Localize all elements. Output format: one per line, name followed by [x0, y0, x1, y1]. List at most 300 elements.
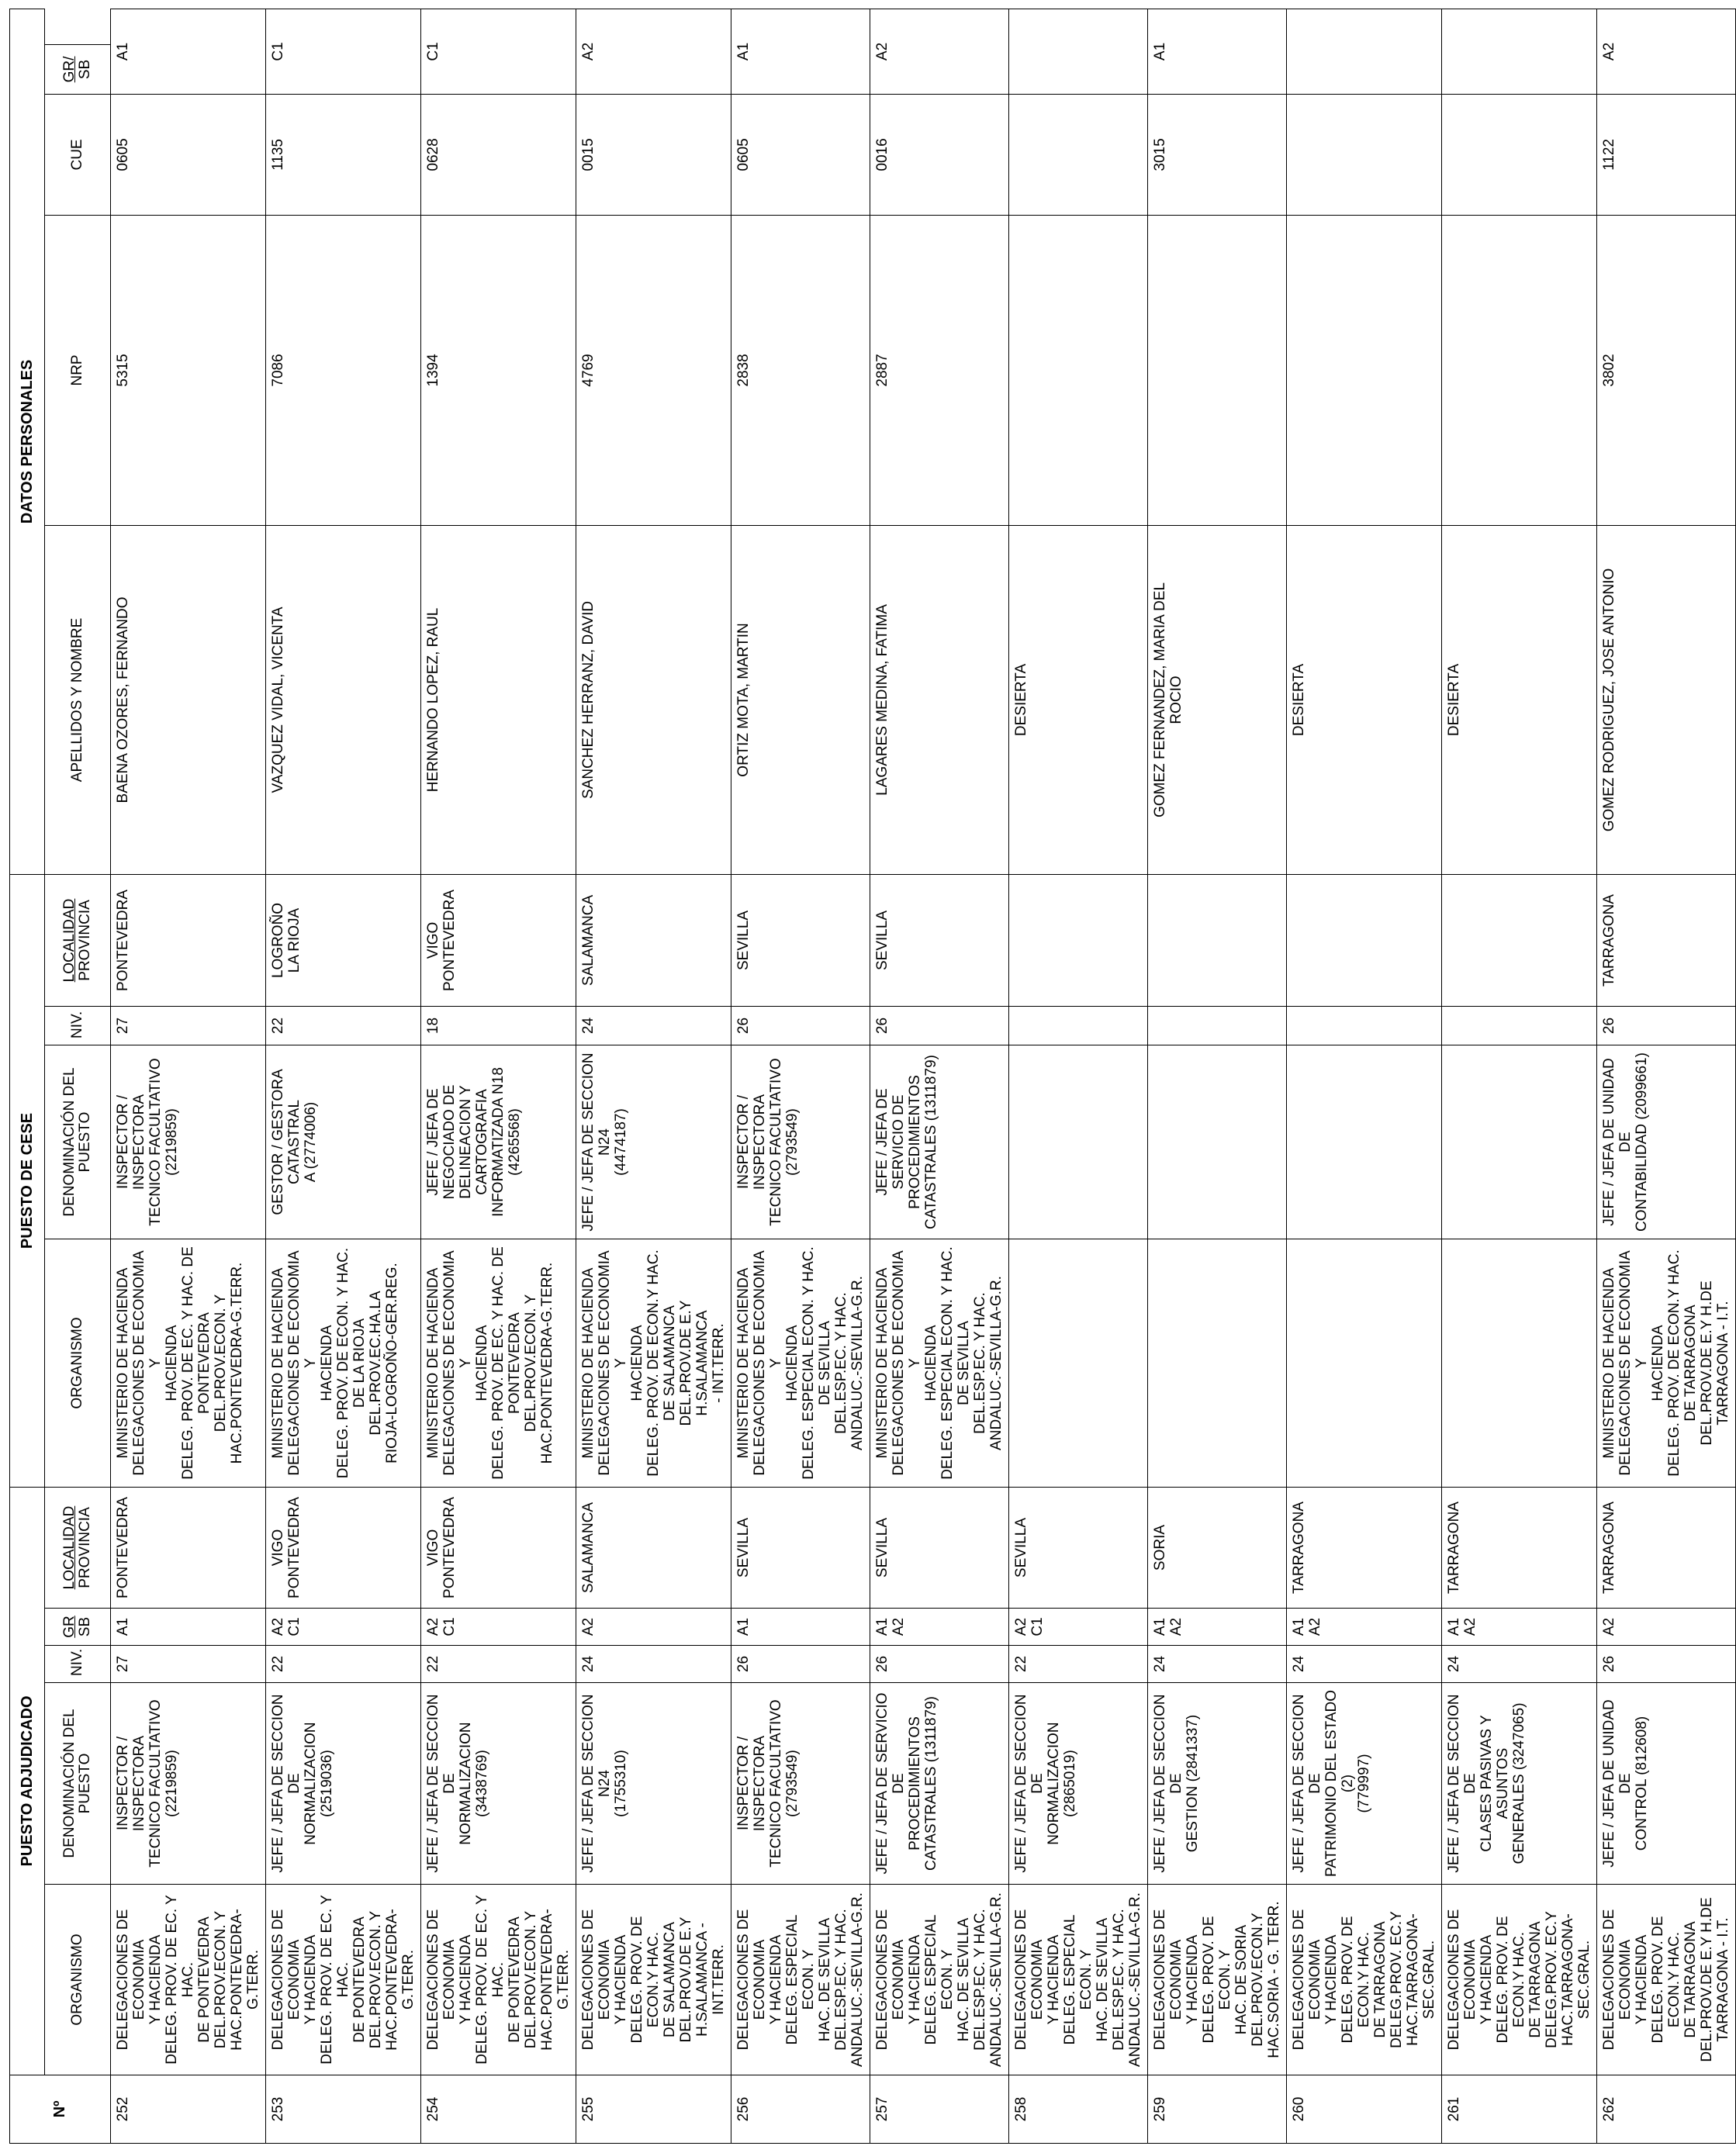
organismo-cell-line: Y HACIENDA: [613, 1934, 629, 2025]
cue-cell: 1135: [266, 94, 421, 215]
organismo-cell-line: DELEG. PROV. DE ECON.Y HAC.: [629, 1916, 662, 2044]
cese-organismo-cell-line: DEL.PROV.DE E.Y H.DE: [1699, 1280, 1715, 1446]
cese-denominacion-cell-line: INFORMATIZADA N18 (4265568): [490, 1067, 523, 1217]
apellidos-cell-line: DESIERTA: [1291, 663, 1307, 737]
apellidos-cell: [870, 525, 1009, 874]
column-header-row: [45, 9, 111, 2143]
gr-cell: [1287, 9, 1442, 94]
cese-localidad-cell: [266, 874, 421, 1006]
cese-niv-cell: 24: [576, 1007, 731, 1045]
cese-niv-cell: 18: [421, 1007, 576, 1045]
cese-organismo-cell-line: HACIENDA: [164, 1325, 180, 1401]
localidad-cell-line: SORIA: [1152, 1524, 1168, 1571]
niv-cell: 24: [1442, 1646, 1597, 1683]
cue-cell: 0605: [731, 94, 870, 215]
organismo-cell: [266, 1885, 421, 2075]
cese-localidad-label: LOCALIDAD: [61, 898, 78, 983]
denominacion-cell-line: (2219859): [164, 1750, 180, 1817]
denominacion-header: DENOMINACIÓN DEL PUESTO: [45, 1683, 111, 1885]
organismo-cell-line: Y HACIENDA: [458, 1934, 474, 2025]
denominacion-cell-line: JEFE / JEFA DE SECCION DE: [1291, 1694, 1323, 1873]
cese-organismo-cell: [111, 1239, 266, 1488]
denominacion-cell-line: PROCEDIMIENTOS: [907, 1716, 923, 1851]
niv-cell: 26: [870, 1646, 1009, 1683]
cese-denominacion-cell: [870, 1045, 1009, 1239]
gr-cell: A2: [870, 9, 1009, 94]
table-body: [111, 9, 1736, 2143]
localidad-cell-line: TARRAGONA: [1601, 1502, 1617, 1594]
organismo-cell-line: DELEG. ESPECIAL ECON. Y: [784, 1914, 817, 2045]
personales-group-header: DATOS PERSONALES: [10, 9, 45, 874]
denominacion-cell: [421, 1683, 576, 1885]
gr-sb-cell: [731, 1609, 870, 1646]
localidad-cell: [870, 1488, 1009, 1609]
cue-cell: 0605: [111, 94, 266, 215]
cese-denominacion-cell: [266, 1045, 421, 1239]
row-number: 260: [1287, 2075, 1442, 2144]
denominacion-cell-line: TECNICO FACULTATIVO: [147, 1699, 164, 1868]
cese-niv-cell: [1287, 1007, 1442, 1045]
localidad-cell-line: VIGO: [425, 1529, 441, 1567]
cese-denominacion-cell-line: INSPECTOR / INSPECTORA: [735, 1094, 768, 1191]
organismo-cell-line: DEL.ESP.EC. Y HAC.: [1111, 1909, 1127, 2051]
apellidos-cell-line: DESIERTA: [1013, 663, 1029, 737]
row-number: 255: [576, 2075, 731, 2144]
cue-header: CUE: [45, 94, 111, 215]
organismo-cell-line: ANDALUC.-SEVILLA-G.R.: [988, 1892, 1005, 2067]
nrp-cell: 2887: [870, 215, 1009, 525]
gr-sb-cell-line: A2: [1168, 1617, 1184, 1636]
cese-organismo-cell-line: DELEGACIONES DE ECONOMIA Y: [597, 1250, 629, 1476]
denominacion-cell: [870, 1683, 1009, 1885]
organismo-cell-line: DEL.PROV.ECON.Y: [1250, 1913, 1266, 2047]
localidad-cell-line: PONTEVEDRA: [286, 1497, 303, 1598]
organismo-cell-line: DELEG. ESPECIAL ECON. Y: [1062, 1914, 1095, 2045]
apellidos-cell-line: GOMEZ RODRIGUEZ, JOSE ANTONIO: [1601, 568, 1617, 832]
cese-organismo-cell-line: ANDALUC.-SEVILLA-G.R.: [849, 1276, 866, 1450]
niv-cell: 26: [1597, 1646, 1736, 1683]
organismo-cell-line: DEL.PROV.DE E.Y H.DE: [1699, 1897, 1715, 2062]
cese-organismo-cell-line: PONTEVEDRA: [507, 1312, 523, 1414]
gr-cell: A1: [1148, 9, 1287, 94]
cese-organismo-cell-line: DEL.ESP.EC. Y HAC.: [833, 1292, 849, 1434]
nrp-cell: 7086: [266, 215, 421, 525]
cue-cell: [1287, 94, 1442, 215]
organismo-cell-line: HAC. DE SEVILLA: [1095, 1917, 1111, 2042]
gr-sb-cell-line: A2: [580, 1617, 597, 1636]
apellidos-cell-line: HERNANDO LOPEZ, RAUL: [425, 607, 441, 793]
cese-denominacion-cell: [1597, 1045, 1736, 1239]
apellidos-cell: [1442, 525, 1597, 874]
localidad-cell-line: SALAMANCA: [580, 1502, 597, 1594]
localidad-cell-line: VIGO: [270, 1529, 286, 1567]
gr-sb-cell-line: A1: [115, 1617, 131, 1636]
gr-cell: [1442, 9, 1597, 94]
cese-organismo-cell-line: DE LA RIOJA: [351, 1318, 368, 1408]
organismo-cell-line: DEL.ESP.EC. Y HAC.: [833, 1909, 849, 2051]
localidad-cell: [1287, 1488, 1442, 1609]
table-row: [870, 9, 1009, 2143]
cese-organismo-cell-line: MINISTERIO DE HACIENDA: [580, 1267, 597, 1459]
cese-denominacion-cell: [1009, 1045, 1148, 1239]
localidad-label: LOCALIDAD: [61, 1505, 78, 1590]
organismo-cell-line: HAC.PONTEVEDRA-G.TERR.: [229, 1909, 261, 2051]
denominacion-cell-line: JEFE / JEFA DE SECCION DE: [1152, 1694, 1184, 1873]
cese-organismo-cell-line: HACIENDA: [629, 1325, 645, 1401]
nrp-cell: [1148, 215, 1287, 525]
cese-niv-cell: 27: [111, 1007, 266, 1045]
nrp-cell: 3802: [1597, 215, 1736, 525]
cese-organismo-cell-line: DE SEVILLA: [817, 1321, 833, 1405]
localidad-cell: [1148, 1488, 1287, 1609]
denominacion-cell: [731, 1683, 870, 1885]
cese-denominacion-header: DENOMINACIÓN DEL PUESTO: [45, 1045, 111, 1239]
gr-sb-cell-line: A2: [1307, 1617, 1323, 1636]
denominacion-cell-line: INSPECTOR / INSPECTORA: [115, 1735, 147, 1832]
denominacion-cell-line: NORMALIZACION (3438769): [458, 1722, 490, 1845]
denominacion-cell-line: (2793549): [784, 1750, 801, 1817]
gr-sb-cell: [1148, 1609, 1287, 1646]
organismo-cell-line: DELEG. ESPECIAL ECON. Y: [923, 1914, 956, 2045]
niv-cell: 22: [421, 1646, 576, 1683]
niv-cell: 22: [266, 1646, 421, 1683]
gr-sb-cell-line: A2: [425, 1617, 441, 1636]
organismo-cell: [1009, 1885, 1148, 2075]
cese-organismo-cell-line: DELEG. PROV. DE ECON.Y HAC.: [645, 1249, 662, 1477]
table-row: [731, 9, 870, 2143]
grsb-sb-label: SB: [77, 59, 93, 80]
gr-sb-cell-line: A1: [874, 1617, 890, 1636]
cese-organismo-cell-line: DE SALAMANCA: [662, 1305, 678, 1421]
organismo-cell-line: Y HACIENDA: [768, 1934, 784, 2025]
gr-sb-cell-line: A2: [1601, 1617, 1617, 1636]
rotated-sheet: [9, 9, 1731, 2144]
cese-organismo-cell: [421, 1239, 576, 1488]
denominacion-cell: [1597, 1683, 1736, 1885]
cese-organismo-cell-line: DELEG. PROV. DE ECON. Y HAC.: [335, 1247, 351, 1479]
organismo-cell-line: DELEG. PROV. DE EC. Y HAC.: [319, 1895, 351, 2065]
table-row: [111, 9, 266, 2143]
denominacion-cell-line: JEFE / JEFA DE UNIDAD DE: [1601, 1699, 1634, 1868]
cese-organismo-cell-line: DELEG. PROV. DE ECON.Y HAC.: [1666, 1249, 1682, 1477]
apellidos-cell: [421, 525, 576, 874]
cese-organismo-cell: [1597, 1239, 1736, 1488]
organismo-cell-line: DELEG. PROV. DE EC. Y HAC.: [164, 1895, 196, 2065]
localidad-cell: [421, 1488, 576, 1609]
organismo-cell-line: DELEGACIONES DE ECONOMIA: [1013, 1909, 1046, 2051]
apellidos-cell-line: BAENA OZORES, FERNANDO: [115, 596, 131, 803]
cese-organismo-cell-line: HACIENDA: [784, 1325, 801, 1401]
gr-sb-cell: [1287, 1609, 1442, 1646]
cue-cell: 0628: [421, 94, 576, 215]
denominacion-cell: [1442, 1683, 1597, 1885]
cue-cell: 0016: [870, 94, 1009, 215]
cese-organismo-cell: [1148, 1239, 1287, 1488]
cese-organismo-cell-line: DEL.PROV.ECON. Y: [523, 1294, 539, 1432]
denominacion-cell-line: JEFE / JEFA DE SECCION DE: [1446, 1694, 1478, 1873]
cese-localidad-cell-line: VIGO: [425, 921, 441, 959]
row-number: 253: [266, 2075, 421, 2144]
organismo-cell-line: TARRAGONA - I.T.: [1715, 1917, 1731, 2042]
cese-localidad-cell-line: PONTEVEDRA: [441, 890, 458, 991]
cese-organismo-cell: [266, 1239, 421, 1488]
organismo-cell-line: DELEGACIONES DE ECONOMIA: [115, 1909, 147, 2051]
cese-denominacion-cell-line: CONTABILIDAD (2099661): [1634, 1052, 1650, 1232]
cese-localidad-cell-line: SALAMANCA: [580, 894, 597, 987]
organismo-cell-line: HAC.TARRAGONA-SEC.GRAL.: [1560, 1913, 1592, 2046]
apellidos-cell: [1009, 525, 1148, 874]
organismo-cell-line: DELEG.PROV. EC.Y: [1388, 1911, 1405, 2048]
cese-organismo-cell-line: DELEGACIONES DE ECONOMIA Y: [752, 1250, 784, 1476]
niv-cell: 26: [731, 1646, 870, 1683]
apellidos-cell: [731, 525, 870, 874]
organismo-cell-line: DELEG.PROV. EC.Y: [1544, 1911, 1560, 2048]
organismo-cell-line: DE TARRAGONA: [1372, 1921, 1388, 2038]
apellidos-header: APELLIDOS Y NOMBRE: [45, 525, 111, 874]
apellidos-cell-line: VAZQUEZ VIDAL, VICENTA: [270, 607, 286, 793]
organismo-cell-line: DE TARRAGONA: [1682, 1921, 1699, 2038]
denominacion-cell: [1287, 1683, 1442, 1885]
denominacion-cell-line: GENERALES (3247065): [1511, 1702, 1527, 1864]
organismo-cell: [731, 1885, 870, 2075]
adjudicado-group-header: PUESTO ADJUDICADO: [10, 1488, 45, 2075]
niv-cell: 27: [111, 1646, 266, 1683]
cese-localidad-cell: [1148, 874, 1287, 1006]
grsb-gr-label: GR/: [61, 56, 78, 83]
cue-cell: 0015: [576, 94, 731, 215]
organismo-cell-line: DEL.PROV.ECON. Y: [523, 1910, 539, 2049]
gr-cell: A1: [731, 9, 870, 94]
table-row: [1148, 9, 1287, 2143]
gr-sb-header: [45, 1609, 111, 1646]
cese-organismo-cell-line: MINISTERIO DE HACIENDA: [425, 1267, 441, 1459]
cese-niv-cell: 26: [1597, 1007, 1736, 1045]
denominacion-cell-line: PATRIMONIO DEL ESTADO (2): [1323, 1689, 1356, 1878]
gr-sb-cell-line: C1: [441, 1617, 458, 1636]
organismo-cell-line: DELEGACIONES DE ECONOMIA: [425, 1909, 458, 2051]
cese-organismo-cell: [1009, 1239, 1148, 1488]
cese-organismo-cell-line: HAC.PONTEVEDRA-G.TERR.: [229, 1262, 245, 1464]
gr-sb-cell: [1597, 1609, 1736, 1646]
apellidos-cell-line: LAGARES MEDINA, FATIMA: [874, 604, 890, 796]
sb-label: SB: [77, 1616, 93, 1637]
apellidos-cell-line: ORTIZ MOTA, MARTIN: [735, 623, 752, 777]
organismo-cell-line: DELEG. PROV. DE ECON.Y HAC.: [1340, 1916, 1372, 2044]
cese-organismo-cell-line: MINISTERIO DE HACIENDA: [874, 1267, 890, 1459]
organismo-cell-line: DEL.PROV.DE E.Y: [678, 1916, 694, 2043]
localidad-cell-line: TARRAGONA: [1446, 1502, 1462, 1594]
apellidos-cell: [1287, 525, 1442, 874]
gr-sb-cell-line: A2: [1013, 1617, 1029, 1636]
cese-organismo-cell-line: DELEGACIONES DE ECONOMIA Y: [131, 1250, 164, 1476]
organismo-cell-line: HAC. DE SEVILLA: [817, 1917, 833, 2042]
organismo-cell-line: DELEGACIONES DE ECONOMIA: [1446, 1909, 1478, 2051]
organismo-cell-line: Y HACIENDA: [1046, 1934, 1062, 2025]
organismo-cell-line: Y HACIENDA: [1184, 1934, 1201, 2025]
cese-localidad-cell: [1597, 874, 1736, 1006]
row-number: 257: [870, 2075, 1009, 2144]
gr-cell: [1009, 9, 1148, 94]
cese-niv-cell: [1009, 1007, 1148, 1045]
cese-localidad-cell-line: LOGROÑO: [270, 902, 286, 979]
organismo-cell-line: HAC. DE SORIA: [1233, 1924, 1250, 2035]
localidad-header: [45, 1488, 111, 1609]
denominacion-cell-line: (1755310): [613, 1750, 629, 1817]
organismo-header: ORGANISMO: [45, 1885, 111, 2075]
denominacion-cell-line: NORMALIZACION (2519036): [303, 1722, 335, 1845]
organismo-cell-line: H.SALAMANCA - INT.TERR.: [694, 1923, 727, 2037]
organismo-cell-line: DELEGACIONES DE ECONOMIA: [735, 1909, 768, 2051]
row-number: 259: [1148, 2075, 1287, 2144]
table-row: [1287, 9, 1442, 2143]
cese-denominacion-cell-line: JEFE / JEFA DE UNIDAD DE: [1601, 1058, 1634, 1226]
cese-organismo-cell-line: DELEG. ESPECIAL ECON. Y HAC.: [939, 1246, 956, 1480]
localidad-cell-line: SEVILLA: [1013, 1517, 1029, 1578]
gr-sb-cell: [266, 1609, 421, 1646]
cese-denominacion-cell-line: TECNICO FACULTATIVO: [147, 1058, 164, 1226]
gr-sb-cell-line: A1: [1152, 1617, 1168, 1636]
gr-sb-cell: [421, 1609, 576, 1646]
apellidos-cell: [111, 525, 266, 874]
nrp-cell: 4769: [576, 215, 731, 525]
denominacion-cell: [1009, 1683, 1148, 1885]
denominacion-cell-line: JEFE / JEFA DE SECCION DE: [270, 1694, 303, 1873]
nrp-cell: 5315: [111, 215, 266, 525]
cese-denominacion-cell: [421, 1045, 576, 1239]
cese-denominacion-cell-line: JEFE / JEFA DE SECCION N24: [580, 1052, 613, 1232]
organismo-cell-line: Y HACIENDA: [303, 1934, 319, 2025]
cese-organismo-cell-line: DELEG. PROV. DE EC. Y HAC. DE: [180, 1246, 196, 1480]
adjudication-table: [9, 9, 1736, 2144]
gr-cell: A2: [576, 9, 731, 94]
cese-organismo-cell-line: MINISTERIO DE HACIENDA: [1601, 1267, 1617, 1459]
cese-denominacion-cell: [111, 1045, 266, 1239]
cese-organismo-cell-line: HACIENDA: [1650, 1325, 1666, 1401]
cese-denominacion-cell: [1442, 1045, 1597, 1239]
gr-sb-cell-line: A1: [1291, 1617, 1307, 1636]
cese-organismo-cell: [870, 1239, 1009, 1488]
denominacion-cell-line: CONTROL (812608): [1634, 1716, 1650, 1851]
organismo-cell-line: DELEGACIONES DE ECONOMIA: [270, 1909, 303, 2051]
localidad-cell-line: SEVILLA: [735, 1517, 752, 1578]
organismo-cell-line: Y HACIENDA: [147, 1934, 164, 2025]
denominacion-cell-line: JEFE / JEFA DE SECCION DE: [425, 1694, 458, 1873]
apellidos-cell-line: SANCHEZ HERRANZ, DAVID: [580, 600, 597, 800]
cue-cell: [1442, 94, 1597, 215]
cese-organismo-cell-line: DE TARRAGONA: [1682, 1305, 1699, 1422]
denominacion-cell: [266, 1683, 421, 1885]
organismo-cell: [111, 1885, 266, 2075]
gr-sb-cell: [576, 1609, 731, 1646]
table-row: [1442, 9, 1597, 2143]
niv-header: NIV.: [45, 1646, 111, 1683]
cese-organismo-cell-line: DELEGACIONES DE ECONOMIA Y: [441, 1250, 474, 1476]
gr-sb-cell-line: A1: [1446, 1617, 1462, 1636]
apellidos-cell-line: DESIERTA: [1446, 663, 1462, 737]
cese-localidad-cell: [1442, 874, 1597, 1006]
organismo-cell-line: DELEGACIONES DE ECONOMIA: [1601, 1909, 1634, 2051]
cese-provincia-label: PROVINCIA: [77, 900, 93, 981]
cese-niv-cell: 26: [731, 1007, 870, 1045]
cue-cell: 1122: [1597, 94, 1736, 215]
grsb-header: [45, 44, 111, 94]
cese-denominacion-cell-line: JEFE / JEFA DE SERVICIO DE: [874, 1088, 907, 1196]
cese-organismo-cell-line: DE SEVILLA: [956, 1321, 972, 1405]
nrp-cell: [1442, 215, 1597, 525]
apellidos-cell-line: GOMEZ FERNANDEZ, MARIA DEL: [1152, 582, 1168, 817]
organismo-cell-line: DEL.PROV.ECON. Y: [368, 1910, 384, 2049]
organismo-cell-line: Y HACIENDA: [1323, 1934, 1340, 2025]
organismo-cell: [1287, 1885, 1442, 2075]
cese-organismo-cell-line: PONTEVEDRA: [196, 1312, 213, 1414]
denominacion-cell-line: CATASTRALES (1311879): [923, 1696, 939, 1871]
organismo-cell-line: DEL.PROV.ECON. Y: [213, 1910, 229, 2049]
cese-localidad-cell-line: PONTEVEDRA: [115, 890, 131, 991]
cese-denominacion-cell-line: A (2774006): [303, 1101, 319, 1183]
gr-cell: C1: [421, 9, 576, 94]
cese-denominacion-cell: [1287, 1045, 1442, 1239]
cese-denominacion-cell-line: INSPECTOR / INSPECTORA: [115, 1094, 147, 1191]
localidad-cell: [1597, 1488, 1736, 1609]
cese-localidad-cell: [421, 874, 576, 1006]
organismo-cell: [421, 1885, 576, 2075]
denominacion-cell-line: CLASES PASIVAS Y ASUNTOS: [1478, 1715, 1511, 1852]
localidad-cell: [266, 1488, 421, 1609]
row-number: 262: [1597, 2075, 1736, 2144]
cese-organismo-cell-line: TARRAGONA - I.T.: [1715, 1301, 1731, 1426]
localidad-cell: [1009, 1488, 1148, 1609]
cese-niv-header: NIV.: [45, 1007, 111, 1045]
organismo-cell-line: HAC.PONTEVEDRA-G.TERR.: [384, 1909, 417, 2051]
gr-sb-cell-line: C1: [1029, 1617, 1046, 1636]
organismo-cell-line: HAC. DE SEVILLA: [956, 1917, 972, 2042]
niv-cell: 24: [576, 1646, 731, 1683]
cese-denominacion-cell-line: PROCEDIMIENTOS: [907, 1075, 923, 1209]
nrp-cell: [1287, 215, 1442, 525]
denominacion-cell: [1148, 1683, 1287, 1885]
cese-organismo-cell-line: HAC.PONTEVEDRA-G.TERR.: [539, 1262, 555, 1464]
organismo-cell-line: DEL.ESP.EC. Y HAC.: [972, 1909, 988, 2051]
cese-niv-cell: [1442, 1007, 1597, 1045]
row-number: 252: [111, 2075, 266, 2144]
localidad-cell: [731, 1488, 870, 1609]
cese-denominacion-cell-line: JEFE / JEFA DE NEGOCIADO DE: [425, 1084, 458, 1200]
gr-sb-cell-line: C1: [286, 1617, 303, 1636]
cese-localidad-cell: [870, 874, 1009, 1006]
cese-localidad-cell: [111, 874, 266, 1006]
organismo-cell-line: DELEGACIONES DE ECONOMIA: [1291, 1909, 1323, 2051]
cese-denominacion-cell-line: GESTOR / GESTORA CATASTRAL: [270, 1069, 303, 1215]
organismo-cell-line: DELEGACIONES DE ECONOMIA: [580, 1909, 613, 2051]
cese-organismo-cell-line: HACIENDA: [923, 1325, 939, 1401]
cese-organismo-cell-line: DELEG. PROV. DE EC. Y HAC. DE: [490, 1246, 507, 1480]
denominacion-cell-line: GESTION (2841337): [1184, 1714, 1201, 1853]
cese-localidad-cell-line: LA RIOJA: [286, 907, 303, 973]
organismo-cell: [1597, 1885, 1736, 2075]
organismo-cell-line: HAC.SORIA - G. TERR.: [1266, 1901, 1282, 2058]
denominacion-cell: [111, 1683, 266, 1885]
table-row: [421, 9, 576, 2143]
nrp-cell: 2838: [731, 215, 870, 525]
cese-denominacion-cell: [1148, 1045, 1287, 1239]
organismo-cell-line: HAC.TARRAGONA-SEC.GRAL.: [1405, 1913, 1437, 2046]
cese-localidad-cell-line: SEVILLA: [735, 910, 752, 971]
organismo-cell-line: Y HACIENDA: [907, 1934, 923, 2025]
cese-organismo-cell-line: DELEGACIONES DE ECONOMIA Y: [890, 1250, 923, 1476]
cese-organismo-cell-line: MINISTERIO DE HACIENDA: [270, 1267, 286, 1459]
cese-organismo-cell-line: DELEGACIONES DE ECONOMIA Y: [286, 1250, 319, 1476]
organismo-cell-line: ANDALUC.-SEVILLA-G.R.: [849, 1892, 866, 2067]
